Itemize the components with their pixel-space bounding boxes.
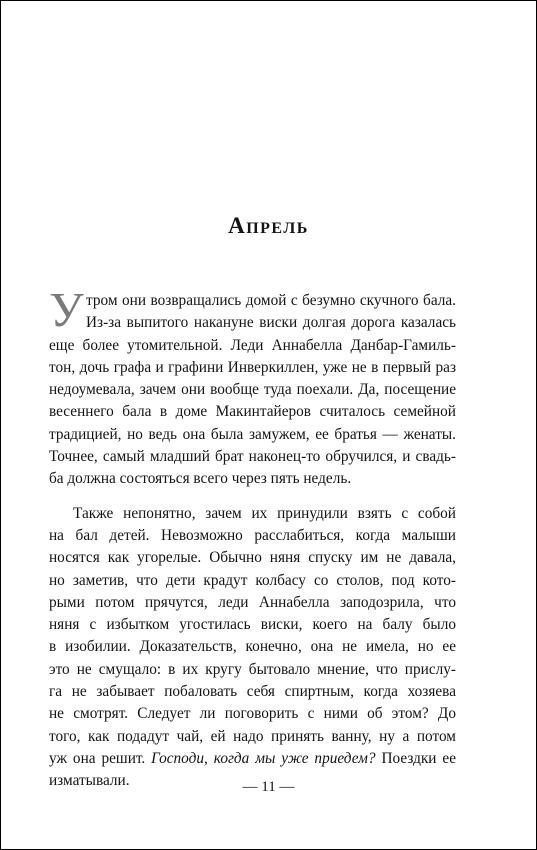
text-line: га не забывает побаловать себя спиртным, когда хозяева <box>49 683 456 701</box>
text-line: Также непонятно, зачем их принудили взять с собой <box>73 504 456 522</box>
text-line: носятся как угорелые. Обычно няня спуску им не давала, <box>49 549 456 567</box>
text-line: это не смущало: в их кругу бытовало мнение, что прислу- <box>49 660 456 678</box>
text-line: Точнее, самый младший брат наконец-то обручился, и свадь- <box>49 448 456 466</box>
text-line: не смотрят. Следует ли поговорить с ними об этом? До <box>49 705 456 723</box>
text-fragment: уж она решит. <box>49 749 152 767</box>
text-fragment: Поездки ее <box>375 749 456 767</box>
drop-cap: У <box>49 282 84 337</box>
text-line <box>49 748 456 770</box>
text-line: Из-за выпитого накануне виски долгая дорога казалась <box>86 314 456 332</box>
text-line: тон, дочь графа и графини Инверкиллен, уже не в первый раз <box>49 358 456 376</box>
italic-text: Господи, когда мы уже приедем? <box>151 749 376 767</box>
paragraph-2 <box>49 503 456 793</box>
page-number: — 11 — <box>242 779 295 795</box>
text-line: весеннего бала в доме Макинтайеров считалось семейной <box>49 403 456 421</box>
text-line: няня с избытком угостилась виски, коего на балу было <box>49 616 456 634</box>
text-line-content: тром они возвращались домой с безумно скучного бала. <box>86 292 456 309</box>
text-line: на бал детей. Невозможно расслабиться, когда малыши <box>49 526 456 544</box>
text-line: изматывали. <box>49 772 130 790</box>
text-line: в изобилии. Доказательств, конечно, она не имела, но ее <box>49 638 456 656</box>
chapter-title: Апрель <box>228 213 309 238</box>
paragraph-1 <box>49 282 456 491</box>
text-line: но заметив, что дети крадут колбасу со столов, под кото- <box>49 571 456 589</box>
text-line: рыми потом прячутся, леди Аннабелла заподозрила, что <box>49 593 456 611</box>
text-line: того, как подадут чай, ей надо принять ванну, ну а потом <box>49 727 456 745</box>
body-text <box>49 282 456 793</box>
text-line: ба должна состояться всего через пять недель. <box>49 470 352 488</box>
text-line: еще более утомительной. Леди Аннабелла Данбар-Гамиль- <box>49 336 456 354</box>
text-line: традицией, но ведь она была замужем, ее братья — женаты. <box>49 425 456 443</box>
text-line: недоумевала, зачем они вообще туда поехали. Да, посещение <box>49 381 456 399</box>
